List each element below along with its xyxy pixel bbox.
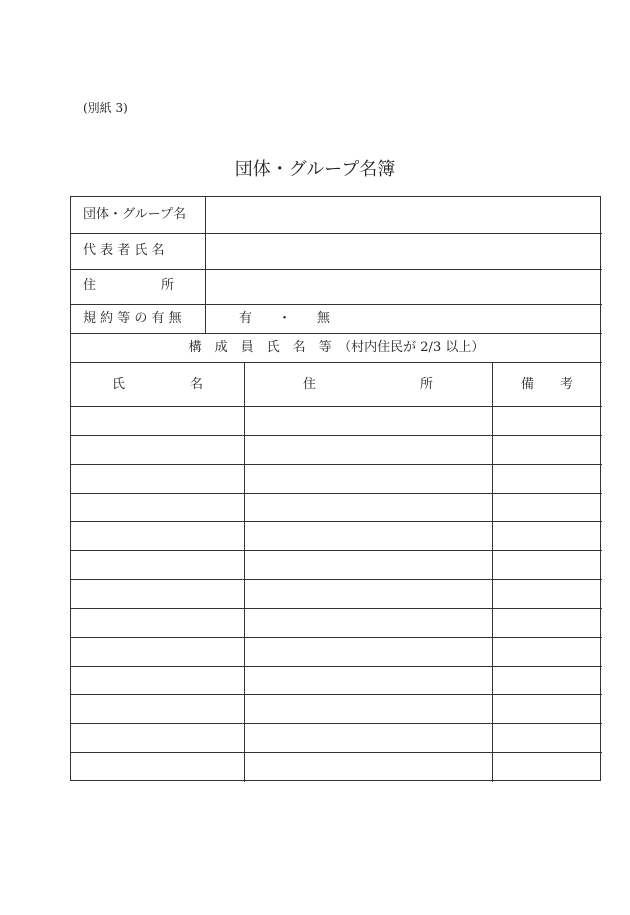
member-name-cell[interactable] <box>71 551 243 579</box>
rules-existence-label: 規 約 等 の 有 無 <box>83 311 182 326</box>
member-name-cell[interactable] <box>71 724 243 752</box>
attachment-label: (別紙 3) <box>83 101 128 115</box>
member-address-cell[interactable] <box>245 407 491 435</box>
member-remarks-cell[interactable] <box>493 522 601 550</box>
member-name-cell[interactable] <box>71 436 243 464</box>
name-address-divider <box>244 362 245 782</box>
member-address-cell[interactable] <box>245 753 491 781</box>
representative-name-field[interactable] <box>206 234 600 269</box>
member-remarks-cell[interactable] <box>493 580 601 608</box>
member-remarks-cell[interactable] <box>493 724 601 752</box>
member-address-cell[interactable] <box>245 551 491 579</box>
roster-table <box>70 196 601 781</box>
member-remarks-cell[interactable] <box>493 667 601 695</box>
member-address-cell[interactable] <box>245 724 491 752</box>
member-name-cell[interactable] <box>71 667 243 695</box>
document-title: 団体・グループ名簿 <box>234 159 396 180</box>
member-remarks-cell[interactable] <box>493 609 601 637</box>
member-remarks-cell[interactable] <box>493 494 601 522</box>
member-name-cell[interactable] <box>71 494 243 522</box>
group-name-field[interactable] <box>206 198 600 233</box>
member-remarks-cell[interactable] <box>493 695 601 723</box>
column-header-address: 住 所 <box>302 377 433 392</box>
address-field[interactable] <box>206 270 600 304</box>
member-remarks-cell[interactable] <box>493 753 601 781</box>
member-remarks-cell[interactable] <box>493 638 601 666</box>
member-address-cell[interactable] <box>245 667 491 695</box>
member-address-cell[interactable] <box>245 638 491 666</box>
member-name-cell[interactable] <box>71 407 243 435</box>
member-address-cell[interactable] <box>245 522 491 550</box>
address-label: 住 所 <box>83 278 175 293</box>
member-name-cell[interactable] <box>71 465 243 493</box>
member-remarks-cell[interactable] <box>493 407 601 435</box>
member-address-cell[interactable] <box>245 494 491 522</box>
member-name-cell[interactable] <box>71 522 243 550</box>
member-address-cell[interactable] <box>245 609 491 637</box>
address-remarks-divider <box>492 362 493 782</box>
member-name-cell[interactable] <box>71 753 243 781</box>
member-name-cell[interactable] <box>71 695 243 723</box>
section-title-divider <box>71 362 602 363</box>
member-name-cell[interactable] <box>71 638 243 666</box>
representative-name-label: 代 表 者 氏 名 <box>83 243 165 258</box>
member-name-cell[interactable] <box>71 609 243 637</box>
rules-existence-field-text: 有 ・ 無 <box>239 311 331 326</box>
member-address-cell[interactable] <box>245 580 491 608</box>
member-remarks-cell[interactable] <box>493 436 601 464</box>
column-header-name: 氏 名 <box>111 377 203 392</box>
member-name-cell[interactable] <box>71 580 243 608</box>
member-address-cell[interactable] <box>245 436 491 464</box>
column-header-remarks: 備 考 <box>520 377 573 392</box>
member-remarks-cell[interactable] <box>493 551 601 579</box>
member-address-cell[interactable] <box>245 695 491 723</box>
header-row-divider <box>71 333 602 334</box>
member-remarks-cell[interactable] <box>493 465 601 493</box>
members-section-title: 構 成 員 氏 名 等 （村内住民が 2/3 以上） <box>188 340 485 355</box>
member-address-cell[interactable] <box>245 465 491 493</box>
group-name-label: 団体・グループ名 <box>83 207 186 222</box>
